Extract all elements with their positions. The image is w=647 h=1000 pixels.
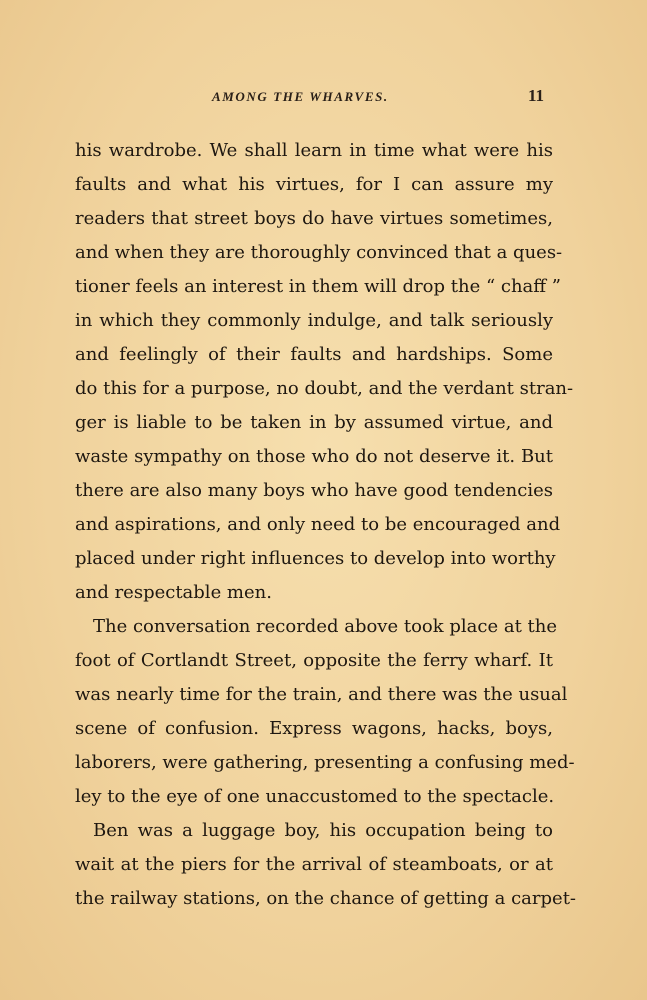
text-line: faults and what his virtues, for I can assure my — [75, 174, 553, 195]
running-title: AMONG THE WHARVES. — [212, 89, 389, 104]
text-line: waste sympathy on those who do not deserve it. But — [75, 446, 553, 467]
text-line: the railway stations, on the chance of getting a carpet- — [75, 888, 577, 909]
text-line: placed under right influences to develop into worthy — [75, 548, 556, 569]
text-line: laborers, were gathering, presenting a confusing med- — [75, 752, 575, 773]
text-line: and feelingly of their faults and hardships. Some — [75, 344, 553, 365]
text-line: ger is liable to be taken in by assumed virtue, and — [75, 412, 553, 433]
text-line: tioner feels an interest in them will drop the “ chaff ” — [75, 276, 561, 297]
text-line: readers that street boys do have virtues sometimes, — [75, 208, 553, 229]
text-line: do this for a purpose, no doubt, and the verdant stran- — [75, 378, 574, 399]
paragraph-start-line: Ben was a luggage boy, his occupation being to — [93, 820, 553, 841]
paragraph-start-line: The conversation recorded above took place at the — [93, 616, 558, 637]
body-text — [75, 134, 577, 916]
text-line: wait at the piers for the arrival of steamboats, or at — [75, 854, 553, 875]
text-line: in which they commonly indulge, and talk seriously — [75, 310, 553, 331]
text-line: there are also many boys who have good tendencies — [75, 480, 553, 501]
text-line: and aspirations, and only need to be encouraged and — [75, 514, 561, 535]
page-number: 11 — [528, 86, 545, 105]
text-line: scene of confusion. Express wagons, hacks, boys, — [75, 718, 553, 739]
paragraph-end-line: and respectable men. — [75, 582, 272, 603]
paragraph-end-line: ley to the eye of one unaccustomed to the spectacle. — [75, 786, 555, 807]
text-line: foot of Cortlandt Street, opposite the ferry wharf. It — [75, 650, 553, 671]
text-line: was nearly time for the train, and there was the usual — [75, 684, 568, 705]
text-line: and when they are thoroughly convinced that a ques- — [75, 242, 563, 263]
text-line: his wardrobe. We shall learn in time what were his — [75, 140, 553, 161]
